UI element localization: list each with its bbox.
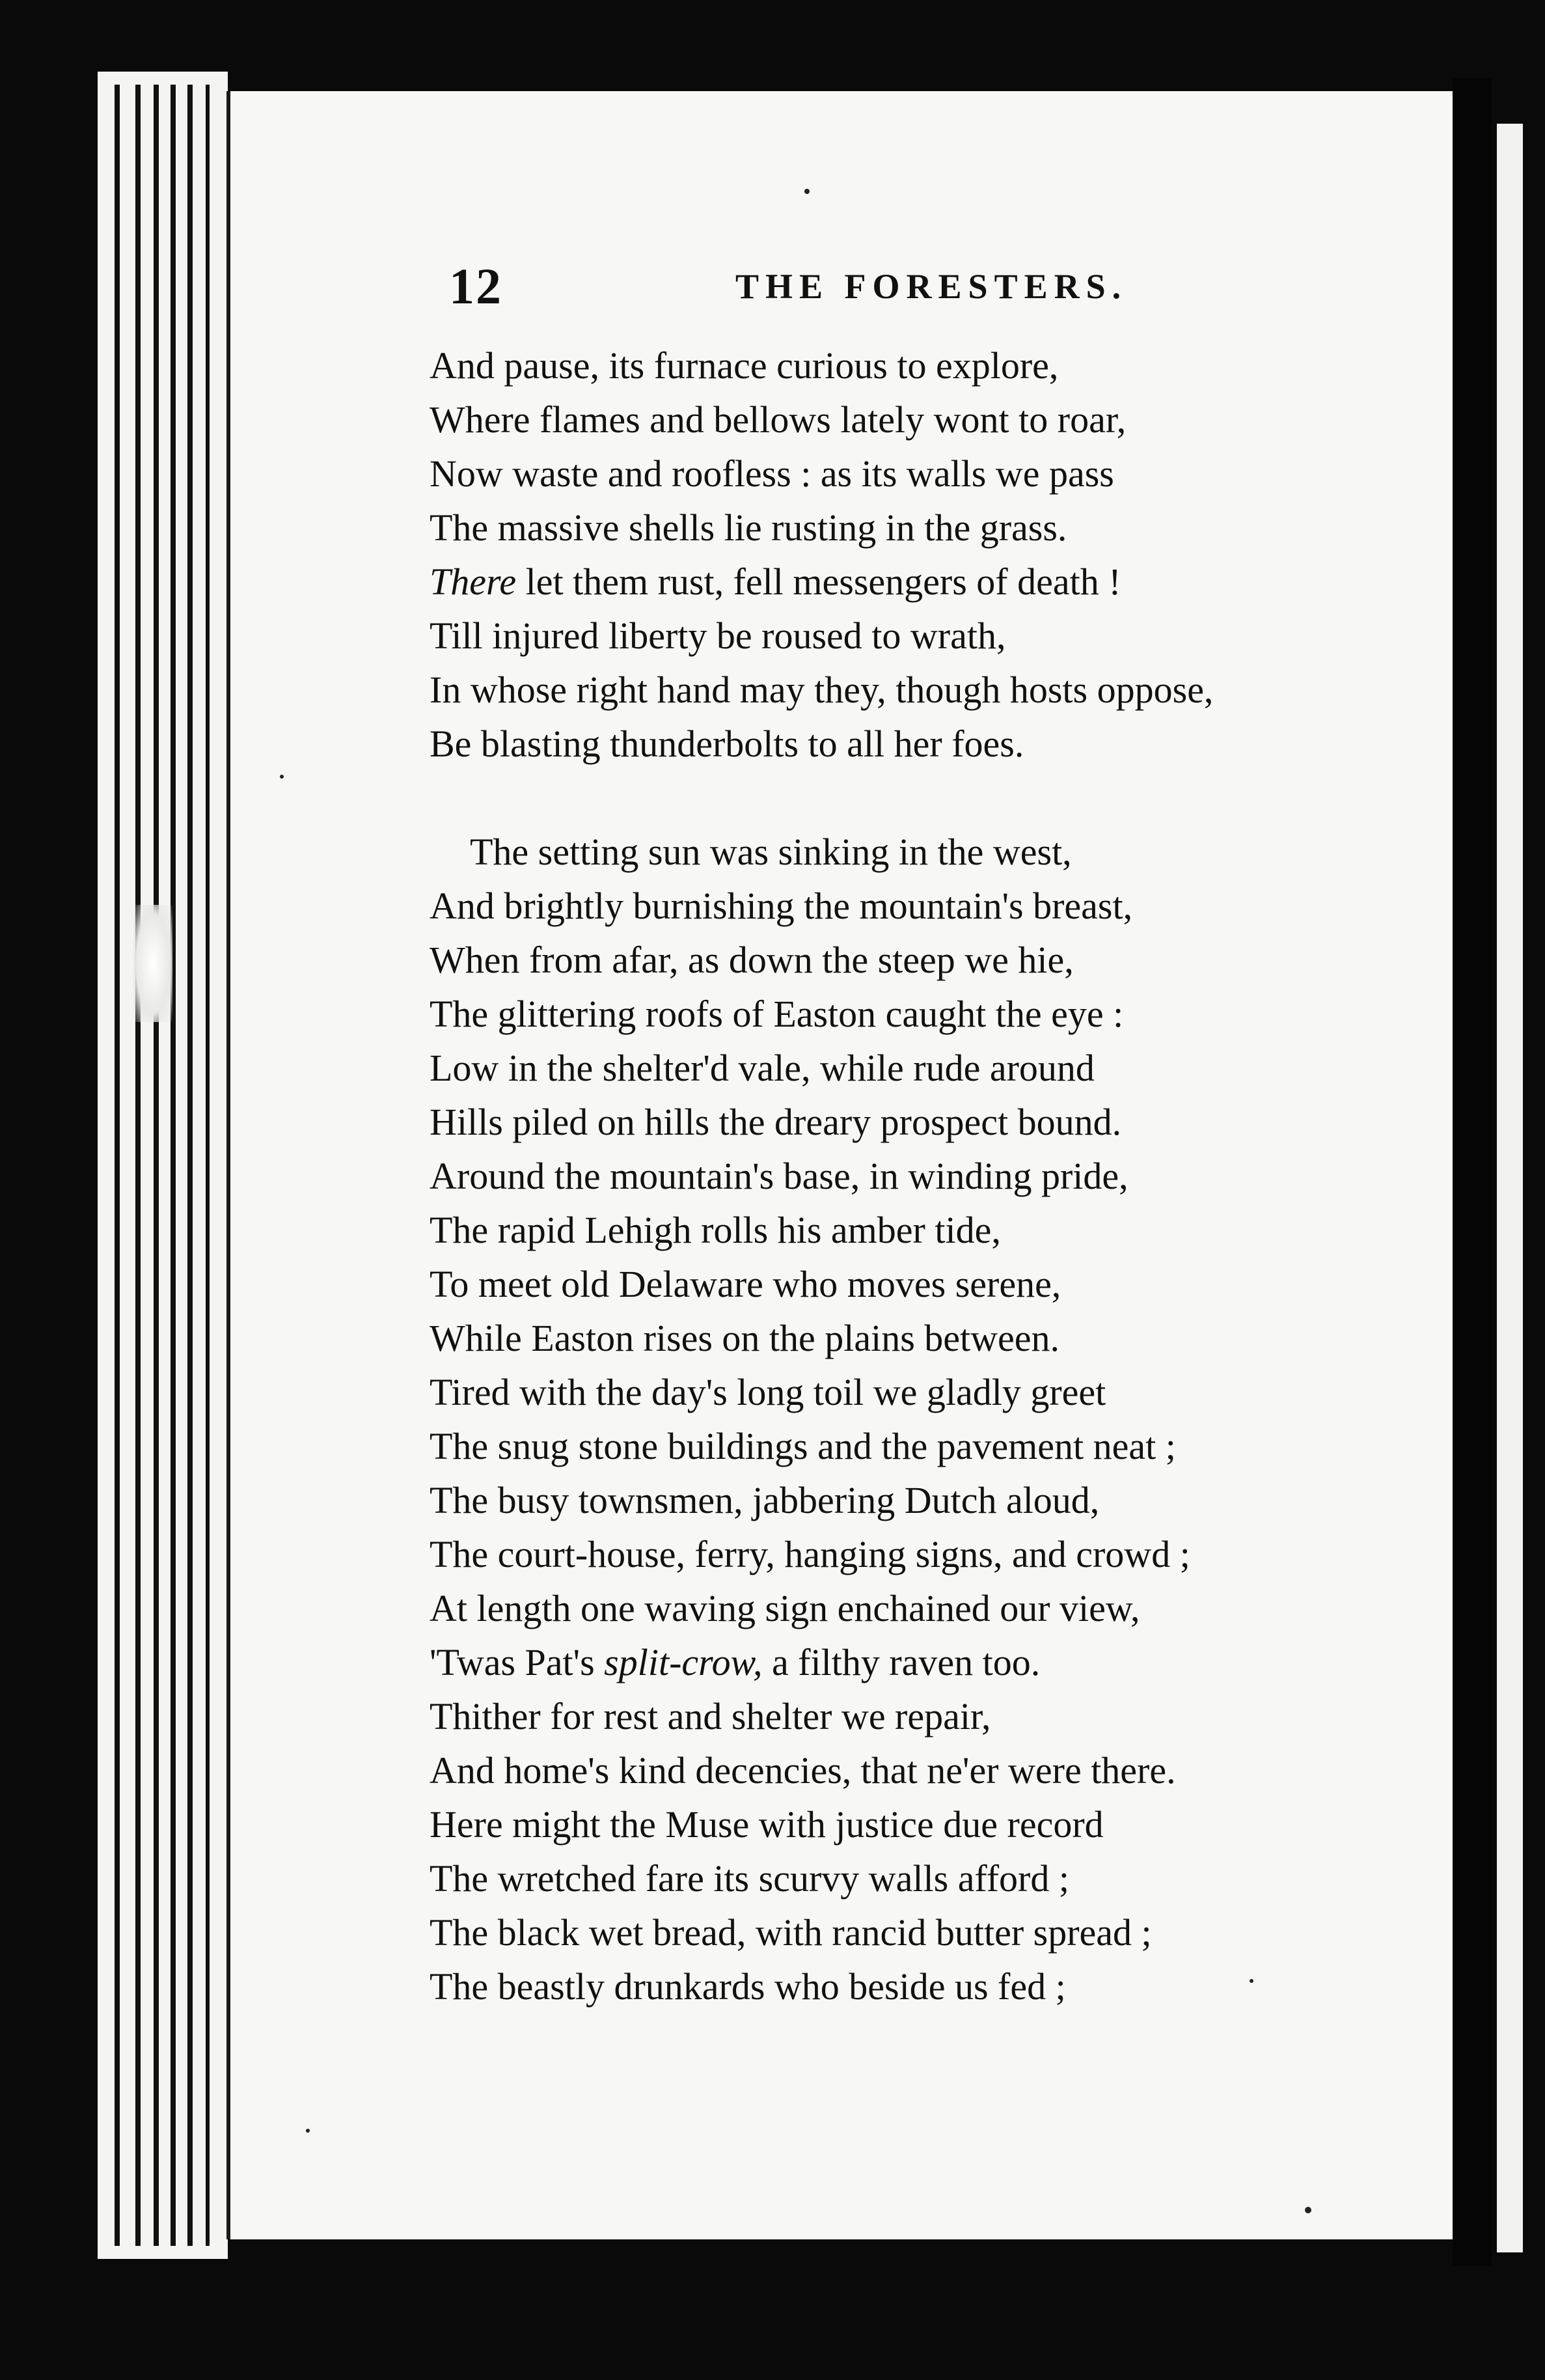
poem-line xyxy=(430,555,1406,609)
poem-line: To meet old Delaware who moves serene, xyxy=(430,1263,1061,1305)
paper-stain xyxy=(133,905,172,1022)
scan-speck xyxy=(1250,1979,1253,1983)
poem-line: The beastly drunkards who beside us fed ; xyxy=(430,1965,1066,2008)
page-number: 12 xyxy=(449,258,502,314)
poem-line: And pause, its furnace curious to explore, xyxy=(430,344,1059,387)
poem-line: Be blasting thunderbolts to all her foes. xyxy=(430,723,1024,765)
book-gutter xyxy=(1453,78,1492,2265)
poem-text xyxy=(430,339,1406,2013)
page-edge-line xyxy=(206,85,210,2246)
poem-line-text: a filthy raven too. xyxy=(762,1641,1041,1683)
page-edge-line xyxy=(154,85,159,2246)
scan-speck xyxy=(306,2129,310,2133)
poem-line: The glittering roofs of Easton caught the eye : xyxy=(430,993,1124,1035)
page-edge-line xyxy=(187,85,193,2246)
italic-word: split-crow, xyxy=(604,1641,763,1683)
poem-line: Till injured liberty be roused to wrath, xyxy=(430,615,1006,657)
scan-speck xyxy=(280,775,284,779)
italic-word: There xyxy=(430,560,517,603)
poem-line-text: 'Twas Pat's xyxy=(430,1641,605,1683)
page-edge-line xyxy=(171,85,176,2246)
poem-line: Hills piled on hills the dreary prospect bound. xyxy=(430,1101,1122,1143)
poem-line: When from afar, as down the steep we hie, xyxy=(430,939,1074,981)
poem-line: Around the mountain's base, in winding pride, xyxy=(430,1155,1128,1197)
running-title: THE FORESTERS. xyxy=(735,267,1128,306)
poem-line: The setting sun was sinking in the west, xyxy=(470,831,1072,873)
poem-line xyxy=(430,1635,1406,1689)
poem-line: Thither for rest and shelter we repair, xyxy=(430,1695,991,1737)
poem-line: Low in the shelter'd vale, while rude around xyxy=(430,1047,1095,1089)
poem-line: Where flames and bellows lately wont to roar, xyxy=(430,398,1127,441)
poem-line: And home's kind decencies, that ne'er were there. xyxy=(430,1749,1176,1792)
poem-line: The massive shells lie rusting in the grass. xyxy=(430,506,1067,549)
poem-line: Tired with the day's long toil we gladly greet xyxy=(430,1371,1106,1413)
poem-line: Here might the Muse with justice due record xyxy=(430,1803,1104,1846)
poem-line: The black wet bread, with rancid butter spread ; xyxy=(430,1911,1152,1954)
poem-line: And brightly burnishing the mountain's breast, xyxy=(430,885,1133,927)
poem-line: The busy townsmen, jabbering Dutch aloud, xyxy=(430,1479,1100,1521)
poem-line: In whose right hand may they, though hosts oppose, xyxy=(430,669,1214,711)
poem-line: While Easton rises on the plains between. xyxy=(430,1317,1060,1359)
poem-line: The wretched fare its scurvy walls afford ; xyxy=(430,1857,1069,1900)
page-header xyxy=(449,257,1360,316)
facing-page-edge xyxy=(1497,124,1523,2252)
page-edge-line xyxy=(135,85,141,2246)
scan-speck xyxy=(1305,2207,1311,2213)
stanza-break xyxy=(430,771,1406,825)
poem-line: The court-house, ferry, hanging signs, and crowd ; xyxy=(430,1533,1190,1575)
poem-line: The snug stone buildings and the pavement neat ; xyxy=(430,1425,1176,1467)
page-edge-line xyxy=(115,85,120,2246)
poem-line: Now waste and roofless : as its walls we pass xyxy=(430,452,1114,495)
scan-speck xyxy=(804,189,810,194)
poem-line-text: let them rust, fell messengers of death ! xyxy=(525,560,1121,603)
poem-line: At length one waving sign enchained our view, xyxy=(430,1587,1140,1629)
poem-line: The rapid Lehigh rolls his amber tide, xyxy=(430,1209,1001,1251)
